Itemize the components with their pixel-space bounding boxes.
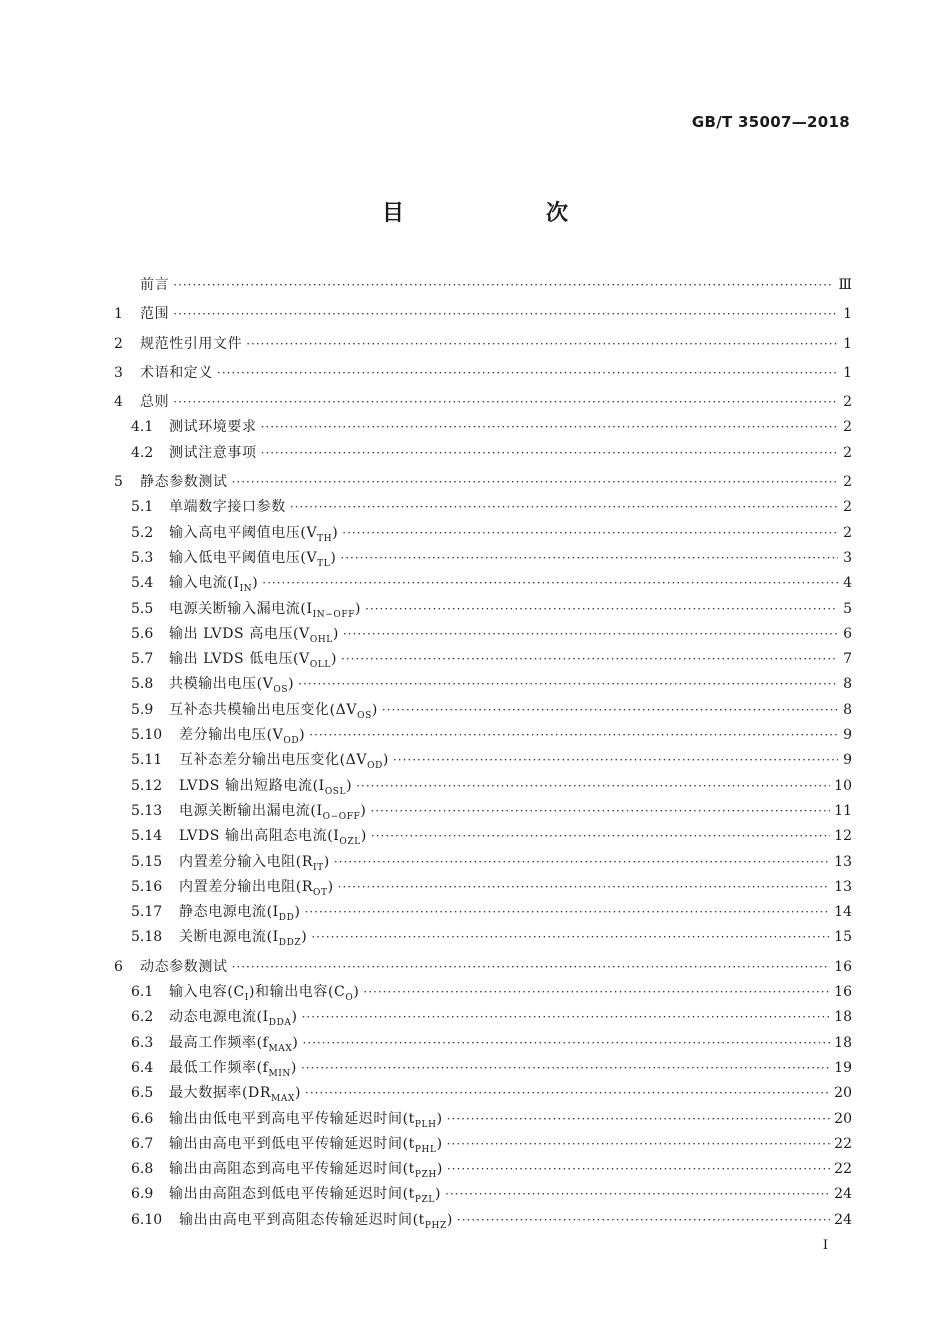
toc-entry-number: 5.6: [131, 625, 154, 642]
toc-entry-label: [169, 415, 257, 440]
toc-entry-page-number: 9: [843, 727, 852, 744]
toc-entry-label: [140, 470, 228, 495]
toc-entry-label-tail: ): [436, 1161, 443, 1178]
toc-entry-page-number: 7: [843, 651, 852, 668]
toc-entry-number: 5.9: [131, 701, 154, 718]
toc-leader-dots: [382, 698, 838, 723]
toc-entry[interactable]: [114, 748, 852, 773]
toc-entry[interactable]: [114, 672, 852, 697]
toc-entry-number: 5.18: [131, 929, 163, 946]
toc-leader-dots: [232, 470, 838, 495]
toc-entry-subscript: PLH: [414, 1119, 437, 1130]
toc-leader-dots: [305, 900, 831, 925]
toc-entry-label-tail: ): [346, 777, 353, 794]
toc-entry[interactable]: [114, 441, 852, 466]
toc-entry-page-number: 8: [843, 676, 852, 693]
toc-leader-dots: [342, 521, 838, 546]
toc-entry[interactable]: [114, 1107, 852, 1132]
toc-entry-page-number: 2: [843, 499, 852, 516]
toc-entry-page-number: 4: [843, 575, 852, 592]
toc-leader-dots: [246, 332, 838, 357]
toc-entry-number: 6.9: [131, 1186, 154, 1203]
toc-entry[interactable]: [114, 1005, 852, 1030]
toc-entry-label-text: 互补态共模输出电压变化(ΔV: [169, 701, 358, 718]
toc-entry-subscript: TH: [317, 533, 333, 544]
toc-entry-label-text: 互补态差分输出电压变化(ΔV: [179, 752, 368, 769]
toc-entry-number: 6.3: [131, 1034, 154, 1051]
toc-entry-number: 3: [114, 364, 123, 381]
toc-entry-page-number: Ⅲ: [838, 277, 852, 293]
toc-entry-number: 6.6: [131, 1110, 154, 1127]
toc-leader-dots: [365, 597, 838, 622]
toc-entry[interactable]: [114, 390, 852, 415]
toc-entry[interactable]: [114, 361, 852, 386]
toc-entry-subscript: O: [345, 992, 354, 1003]
toc-entry-label: [169, 441, 257, 466]
toc-leader-dots: [261, 441, 838, 466]
toc-entry[interactable]: [114, 622, 852, 647]
toc-entry-page-number: 24: [834, 1186, 852, 1203]
toc-entry[interactable]: [114, 546, 852, 571]
toc-entry-subscript: OZL: [339, 837, 361, 848]
toc-entry-label-text: 最低工作频率(f: [169, 1059, 269, 1076]
toc-leader-dots: [338, 875, 831, 900]
toc-entry-label-text: 动态电源电流(I: [169, 1009, 269, 1026]
toc-entry-page-number: 1: [843, 335, 852, 352]
toc-entry-number: 5.3: [131, 549, 154, 566]
toc-entry-label-text: 最大数据率(DR: [169, 1085, 272, 1102]
toc-entry[interactable]: [114, 1081, 852, 1106]
toc-entry-number: 5.7: [131, 651, 154, 668]
toc-entry-label-text: 测试环境要求: [169, 419, 257, 436]
toc-entry-page-number: 16: [834, 958, 852, 975]
toc-entry-subscript: PHZ: [424, 1220, 447, 1231]
toc-entry-page-number: 13: [834, 853, 852, 870]
toc-entry-label-text: 输入电容(C: [169, 984, 245, 1001]
toc-entry-label-text: 差分输出电压(V: [179, 727, 284, 744]
toc-entry-label: [140, 302, 169, 327]
toc-leader-dots: [217, 361, 838, 386]
toc-entry-subscript: OT: [313, 887, 328, 898]
toc-entry-label-text: 输出 LVDS 高电压(V: [169, 625, 310, 642]
toc-entry-label-text: 电源关断输出漏电流(I: [179, 802, 323, 819]
toc-entry-label-tail: ): [446, 1211, 453, 1228]
toc-leader-dots: [261, 415, 838, 440]
toc-entry-label-text: 内置差分输入电阻(R: [179, 853, 314, 870]
toc-entry-page-number: 2: [843, 474, 852, 491]
toc-entry-label-tail: ): [301, 929, 308, 946]
toc-leader-dots: [447, 1157, 830, 1182]
toc-entry-page-number: 24: [834, 1211, 852, 1228]
toc-leader-dots: [262, 571, 838, 596]
toc-entry-number: 5.1: [131, 499, 154, 516]
toc-leader-dots: [311, 925, 830, 950]
toc-entry[interactable]: [114, 597, 852, 622]
toc-entry-label-text: 输入电流(I: [169, 575, 240, 592]
toc-entry-number: 5.15: [131, 853, 163, 870]
toc-entry-number: 5.16: [131, 878, 163, 895]
toc-leader-dots: [305, 1081, 830, 1106]
toc-entry-label: [140, 955, 228, 980]
toc-entry[interactable]: [114, 1182, 852, 1207]
toc-entry-subscript: IN−OFF: [312, 609, 356, 620]
toc-entry-number: 4.2: [131, 444, 154, 461]
toc-entry[interactable]: [114, 850, 852, 875]
toc-entry-label-text: 输入高电平阈值电压(V: [169, 524, 318, 541]
toc-entry-subscript: OHL: [309, 634, 333, 645]
toc-entry-label-tail: ): [294, 904, 301, 921]
toc-entry[interactable]: [114, 698, 852, 723]
toc-leader-dots: [340, 546, 838, 571]
toc-entry[interactable]: [114, 495, 852, 520]
toc-entry-label-tail: ): [330, 549, 337, 566]
toc-entry-page-number: 12: [834, 828, 852, 845]
toc-entry-label-text: 术语和定义: [140, 364, 213, 381]
toc-entry-label-tail: ): [436, 1135, 443, 1152]
toc-entry-subscript: DDZ: [278, 938, 302, 949]
toc-entry-label-text: LVDS 输出高阻态电流(I: [179, 828, 340, 845]
toc-entry-subscript: MAX: [271, 1094, 295, 1104]
table-of-contents: [114, 273, 852, 1233]
toc-entry-label-text: 输入低电平阈值电压(V: [169, 549, 318, 566]
toc-entry-page-number: 2: [843, 419, 852, 436]
toc-entry-number: 5.8: [131, 676, 154, 693]
toc-entry-label-tail: ): [294, 1085, 302, 1102]
toc-leader-dots: [393, 748, 838, 773]
toc-entry-label: [140, 273, 169, 298]
toc-leader-dots: [341, 647, 838, 672]
toc-entry-subscript: I: [244, 992, 249, 1003]
toc-entry[interactable]: [114, 980, 852, 1005]
toc-entry-label-text: 静态参数测试: [140, 474, 228, 491]
toc-leader-dots: [173, 273, 834, 298]
toc-leader-dots: [343, 622, 838, 647]
toc-entry-number: 6.10: [131, 1211, 163, 1228]
toc-entry-label-text: 前言: [140, 277, 170, 293]
toc-entry[interactable]: [114, 799, 852, 824]
toc-entry-label-tail: ): [252, 575, 259, 592]
toc-entry-subscript: PZH: [414, 1169, 437, 1180]
toc-entry-subscript: DDA: [268, 1018, 292, 1029]
toc-entry-page-number: 15: [834, 929, 852, 946]
toc-leader-dots: [302, 1031, 830, 1056]
toc-entry-label-tail: ): [327, 878, 334, 895]
toc-entry[interactable]: [114, 875, 852, 900]
toc-entry-number: 5.4: [131, 575, 154, 592]
toc-entry-label-tail: ): [290, 1059, 297, 1076]
toc-entry[interactable]: [114, 925, 852, 950]
toc-entry-page-number: 20: [834, 1085, 852, 1102]
toc-entry-label-text: 输出 LVDS 低电压(V: [169, 651, 310, 668]
standard-code: GB/T 35007—2018: [691, 113, 850, 131]
toc-entry-number: 5.17: [131, 904, 163, 921]
toc-entry[interactable]: [114, 647, 852, 672]
toc-leader-dots: [371, 824, 830, 849]
toc-entry-label-text: 输出由低电平到高电平传输延迟时间(t: [169, 1110, 415, 1127]
toc-entry-page-number: 14: [834, 904, 852, 921]
toc-leader-dots: [363, 980, 830, 1005]
toc-entry-page-number: 1: [843, 364, 852, 381]
toc-entry-subscript: OS: [273, 685, 289, 696]
toc-leader-dots: [370, 799, 830, 824]
toc-entry-label-tail: ): [360, 802, 367, 819]
toc-entry-label-text: 输出由高阻态到高电平传输延迟时间(t: [169, 1161, 415, 1178]
toc-entry-number: 5.10: [131, 727, 163, 744]
toc-entry-label-text: 范围: [140, 306, 170, 323]
toc-entry-number: 5.13: [131, 802, 163, 819]
toc-entry-subscript: O−OFF: [322, 811, 361, 822]
toc-entry[interactable]: [114, 900, 852, 925]
toc-entry-label-text: 单端数字接口参数: [169, 499, 286, 516]
toc-entry-number: 6.8: [131, 1161, 154, 1178]
toc-entry[interactable]: [114, 302, 852, 327]
toc-entry-number: 2: [114, 335, 123, 352]
toc-leader-dots: [309, 723, 838, 748]
toc-leader-dots: [173, 390, 838, 415]
toc-entry-page-number: 5: [843, 600, 852, 617]
toc-entry-page-number: 9: [843, 752, 852, 769]
toc-entry-label-tail: ): [291, 1009, 298, 1026]
toc-entry-subscript: PHL: [414, 1144, 437, 1155]
toc-leader-dots: [356, 774, 830, 799]
toc-entry[interactable]: [114, 1056, 852, 1081]
toc-entry[interactable]: [114, 1031, 852, 1056]
toc-entry-label-text: 总则: [140, 394, 170, 411]
toc-entry-subscript: OLL: [309, 659, 331, 670]
toc-entry-page-number: 8: [843, 701, 852, 718]
toc-entry-page-number: 20: [834, 1110, 852, 1127]
toc-entry-label-text: 动态参数测试: [140, 958, 228, 975]
toc-entry[interactable]: [114, 824, 852, 849]
toc-entry-subscript: PZL: [414, 1195, 435, 1206]
toc-entry-label-text: 电源关断输入漏电流(I: [169, 600, 313, 617]
toc-entry-subscript: IT: [313, 862, 324, 873]
toc-entry-label-text: 内置差分输出电阻(R: [179, 878, 314, 895]
toc-entry-label-text: 最高工作频率(f: [169, 1034, 269, 1051]
toc-entry-number: 4: [114, 394, 123, 411]
toc-leader-dots: [302, 1005, 831, 1030]
toc-leader-dots: [301, 1056, 830, 1081]
toc-entry-label-tail: ): [332, 625, 339, 642]
toc-entry-number: 6.4: [131, 1059, 154, 1076]
toc-entry-subscript: DD: [278, 912, 295, 923]
toc-entry-number: 1: [114, 306, 123, 323]
toc-entry[interactable]: [114, 1132, 852, 1157]
toc-leader-dots: [232, 955, 831, 980]
toc-entry[interactable]: [114, 1208, 852, 1233]
toc-leader-dots: [447, 1132, 831, 1157]
toc-entry-subscript: OD: [283, 735, 300, 746]
toc-entry-number: 5.12: [131, 777, 163, 794]
toc-entry-subscript: OS: [357, 710, 372, 721]
toc-entry-label-tail: ): [330, 651, 338, 668]
toc-entry-page-number: 19: [834, 1059, 852, 1076]
toc-entry-label-tail: ): [292, 1034, 299, 1051]
page-folio: I: [822, 1238, 828, 1253]
toc-entry-page-number: 2: [843, 524, 852, 541]
toc-entry-page-number: 22: [834, 1161, 852, 1178]
toc-entry-label-text: 规范性引用文件: [140, 335, 243, 352]
toc-leader-dots: [445, 1182, 830, 1207]
toc-entry-subscript: IN: [239, 584, 253, 595]
toc-entry-page-number: 2: [843, 444, 852, 461]
toc-entry[interactable]: [114, 571, 852, 596]
toc-entry-number: 5.2: [131, 524, 154, 541]
toc-entry-subscript: TL: [317, 558, 331, 569]
toc-entry-page-number: 2: [843, 394, 852, 411]
toc-entry-number: 6.1: [131, 984, 154, 1001]
toc-entry-label-tail: ): [382, 752, 389, 769]
toc-entry-label-tail: ): [360, 828, 367, 845]
toc-entry-subscript: OSL: [324, 786, 347, 797]
toc-entry-page-number: 1: [843, 306, 852, 323]
toc-entry[interactable]: [114, 774, 852, 799]
toc-entry-number: 6.2: [131, 1009, 154, 1026]
toc-entry-label-tail: ): [323, 853, 330, 870]
toc-entry-number: 6.5: [131, 1085, 154, 1102]
toc-entry-subscript: MIN: [268, 1068, 291, 1079]
toc-entry-page-number: 16: [834, 984, 852, 1001]
toc-leader-dots: [173, 302, 838, 327]
toc-entry-number: 5.11: [131, 752, 163, 769]
toc-entry-label-text: 关断电源电流(I: [179, 929, 279, 946]
toc-entry-label: [179, 925, 307, 956]
toc-leader-dots: [334, 850, 830, 875]
toc-entry-number: 5.14: [131, 828, 163, 845]
toc-entry-label-tail: ): [288, 676, 295, 693]
toc-entry-label-text: 共模输出电压(V: [169, 676, 274, 693]
toc-entry-page-number: 3: [843, 549, 852, 566]
toc-entry[interactable]: [114, 955, 852, 980]
toc-entry-label-tail: ): [436, 1110, 443, 1127]
toc-entry-label-text: 输出由高阻态到低电平传输延迟时间(t: [169, 1186, 415, 1203]
toc-entry-number: 5: [114, 474, 123, 491]
toc-entry-page-number: 22: [834, 1135, 852, 1152]
toc-entry-number: 6: [114, 958, 123, 975]
toc-entry-subscript: OD: [367, 761, 383, 772]
toc-entry-page-number: 13: [834, 878, 852, 895]
toc-leader-dots: [298, 672, 838, 697]
toc-entry-number: 4.1: [131, 419, 154, 436]
toc-entry-label-tail: ): [434, 1186, 442, 1203]
toc-entry-label-tail: ): [353, 984, 360, 1001]
toc-entry[interactable]: [114, 415, 852, 440]
toc-entry-label-text: LVDS 输出短路电流(I: [179, 777, 325, 794]
toc-entry-number: 5.5: [131, 600, 154, 617]
toc-leader-dots: [290, 495, 838, 520]
toc-entry-label-text: 测试注意事项: [169, 444, 257, 461]
toc-entry-label: [140, 361, 213, 386]
toc-entry[interactable]: [114, 723, 852, 748]
toc-entry-page-number: 6: [843, 625, 852, 642]
toc-entry-page-number: 10: [834, 777, 852, 794]
toc-entry[interactable]: [114, 1157, 852, 1182]
toc-entry-label: [179, 1208, 453, 1239]
page-title: 目 次: [381, 201, 628, 226]
toc-entry[interactable]: [114, 521, 852, 546]
toc-entry-page-number: 18: [834, 1034, 852, 1051]
toc-leader-dots: [457, 1208, 830, 1233]
toc-entry-page-number: 18: [834, 1009, 852, 1026]
toc-entry[interactable]: [114, 470, 852, 495]
toc-leader-dots: [447, 1107, 831, 1132]
toc-entry[interactable]: [114, 332, 852, 357]
toc-entry-label: [140, 390, 169, 415]
toc-entry-number: 6.7: [131, 1135, 154, 1152]
toc-entry-label-text: 输出由高电平到高阻态传输延迟时间(t: [179, 1211, 425, 1228]
toc-entry-label-tail: ): [355, 600, 362, 617]
toc-entry[interactable]: [114, 273, 852, 298]
toc-entry-subscript: MAX: [268, 1043, 293, 1054]
toc-entry-label: [169, 495, 286, 520]
toc-entry-page-number: 11: [834, 802, 852, 819]
toc-entry-label-text: 静态电源电流(I: [179, 904, 279, 921]
toc-entry-label-text: 输出由高电平到低电平传输延迟时间(t: [169, 1135, 415, 1152]
toc-entry-label-tail: ): [299, 727, 306, 744]
toc-entry-label-tail: )和输出电容(C: [248, 984, 346, 1001]
toc-entry-label-tail: ): [332, 524, 339, 541]
toc-entry-label-tail: ): [371, 701, 378, 718]
toc-entry-label: [140, 332, 242, 357]
